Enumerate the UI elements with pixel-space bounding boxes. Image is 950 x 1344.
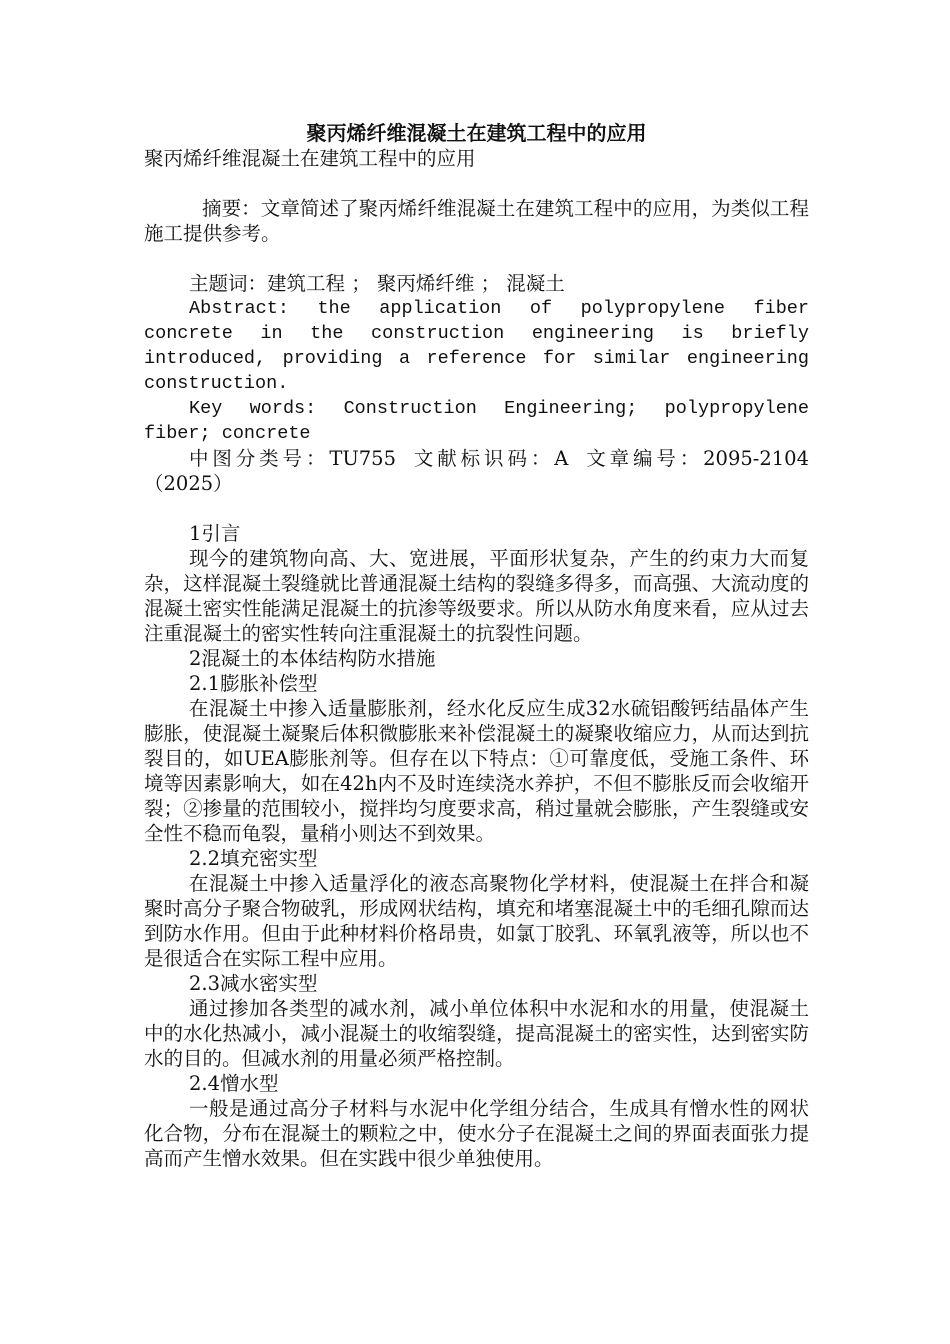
document-title: 聚丙烯纤维混凝土在建筑工程中的应用 xyxy=(306,121,647,145)
section-body: 在混凝土中掺入适量膨胀剂，经水化反应生成32水硫铝酸钙结晶体产生膨胀，使混凝土凝聚后体积微膨胀来补偿混凝土的凝聚收缩应力，从而达到抗裂目的，如UEA膨胀剂等。但存在以下特点：①可靠度低，受施工条件、环境等因素影响大，如在42h内不及时连续浇水养护，不但不膨胀反而会收缩开裂；②掺量的范围较小，搅拌均匀度要求高，稍过量就会膨胀，产生裂缝或安全性不稳而龟裂，量稍小则达不到效果。 xyxy=(144,697,809,845)
spacer xyxy=(144,246,809,271)
classification-line xyxy=(144,446,809,496)
section-body: 一般是通过高分子材料与水泥中化学组分结合，生成具有憎水性的网状化合物，分布在混凝土的颗粒之中，使水分子在混凝土之间的界面表面张力提高而产生憎水效果。但在实践中很少单独使用。 xyxy=(144,1097,809,1170)
abstract-cn: 摘要：文章简述了聚丙烯纤维混凝土在建筑工程中的应用，为类似工程施工提供参考。 xyxy=(144,197,809,245)
keywords-cn: 主题词：建筑工程 ； 聚丙烯纤维 ； 混凝土 xyxy=(189,272,565,295)
section-heading: 2.1膨胀补偿型 xyxy=(189,672,318,695)
abstract-en: Abstract: the application of polypropylene fiber concrete in the construction engineering is briefly introduced, providing a reference for similar engineering construction. xyxy=(144,298,809,394)
keywords-en: Key words: Construction Engineering; polypropylene fiber; concrete xyxy=(144,398,809,444)
spacer xyxy=(144,496,809,521)
document-page xyxy=(144,120,809,1171)
section-body: 在混凝土中掺入适量浮化的液态高聚物化学材料，使混凝土在拌合和凝聚时高分子聚合物破乳，形成网状结构，填充和堵塞混凝土中的毛细孔隙而达到防水作用。但由于此种材料价格昂贵，如氯丁胶乳、环氧乳液等，所以也不是很适合在实际工程中应用。 xyxy=(144,872,809,970)
section-heading: 1引言 xyxy=(189,522,241,545)
section-heading: 2混凝土的本体结构防水措施 xyxy=(189,647,436,670)
section-body: 通过掺加各类型的减水剂，减小单位体积中水泥和水的用量，使混凝土中的水化热减小，减小混凝土的收缩裂缝，提高混凝土的密实性，达到密实防水的目的。但减水剂的用量必须严格控制。 xyxy=(144,997,809,1070)
section-heading: 2.2填充密实型 xyxy=(189,847,318,870)
classification-code: 中图分类号：TU755 xyxy=(189,447,396,470)
article-number: 文章编号：2095-2104（2025） xyxy=(144,447,809,495)
spacer xyxy=(144,171,809,196)
section-heading: 2.3减水密实型 xyxy=(189,972,318,995)
section-heading: 2.4憎水型 xyxy=(189,1072,279,1095)
section-body: 现今的建筑物向高、大、宽进展，平面形状复杂，产生的约束力大而复杂，这样混凝土裂缝就比普通混凝土结构的裂缝多得多，而高强、大流动度的混凝土密实性能满足混凝土的抗渗等级要求。所以从防水角度来看，应从过去注重混凝土的密实性转向注重混凝土的抗裂性问题。 xyxy=(144,547,809,645)
document-code: 文献标识码：A xyxy=(410,447,569,470)
document-subtitle: 聚丙烯纤维混凝土在建筑工程中的应用 xyxy=(144,147,476,170)
